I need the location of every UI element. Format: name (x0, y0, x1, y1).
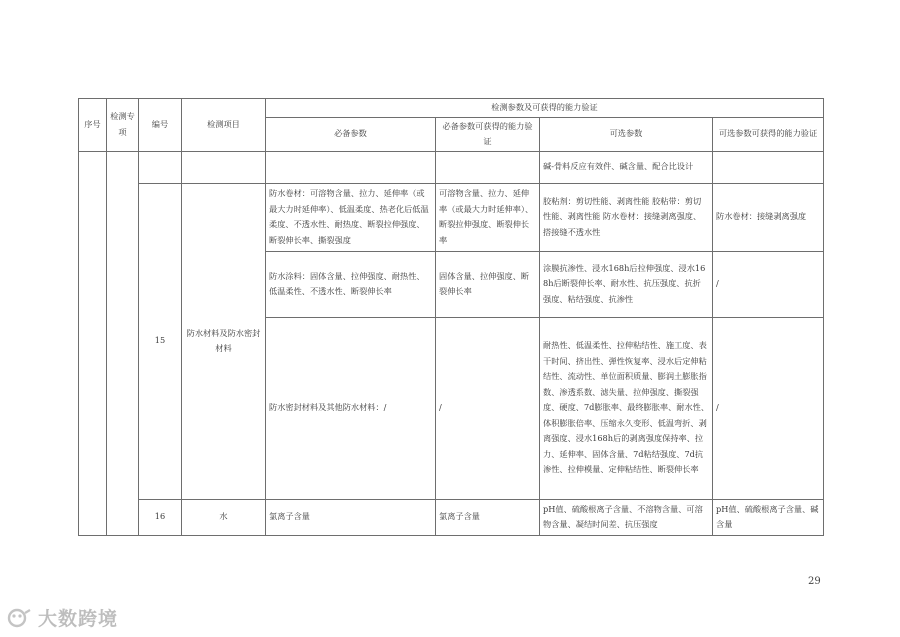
membrane-optional: 胶粘剂：剪切性能、剥离性能 胶粘带：剪切性能、剥离性能 防水卷材：接缝剥离强度、搭接缝不透水性 (540, 183, 713, 251)
membrane-required-pt: 可溶物含量、拉力、延伸率（或最大力时延伸率）、断裂拉伸强度、断裂伸长率 (436, 183, 540, 251)
sealant-optional: 耐热性、低温柔性、拉伸粘结性、施工度、表干时间、挤出性、弹性恢复率、浸水后定伸粘结性、流动性、单位面积质量、膨润土膨胀指数、渗透系数、滤失量、拉伸强度、撕裂强度、硬度、7d膨胀率、最终膨胀率、耐水性、体积膨胀倍率、压缩永久变形、低温弯折、剥离强度、浸水168h后的剥离强度保持率、拉力、延伸率、固体含量、7d粘结强度、7d抗渗性、拉伸模量、定伸粘结性、断裂伸长率 (540, 317, 713, 499)
membrane-optional-pt: 防水卷材：接缝剥离强度 (713, 183, 824, 251)
coating-optional: 涂膜抗渗性、浸水168h后拉伸强度、浸水168h后断裂伸长率、耐水性、抗压强度、抗折强度、粘结强度、抗渗性 (540, 251, 713, 317)
membrane-required: 防水卷材：可溶物含量、拉力、延伸率（或最大力时延伸率）、低温柔度、热老化后低温柔度、不透水性、耐热度、断裂拉伸强度、断裂伸长率、撕裂强度 (266, 183, 436, 251)
watermark-text: 大数跨境 (38, 608, 119, 630)
group-16-number: 16 (139, 499, 182, 535)
watermark-logo-icon (6, 607, 32, 629)
document-table (78, 98, 824, 536)
header-category: 检测专项 (107, 99, 139, 152)
coating-optional-pt: / (713, 251, 824, 317)
header-item: 检测项目 (182, 99, 266, 152)
water-required: 氯离子含量 (266, 499, 436, 535)
sealant-optional-pt: / (713, 317, 824, 499)
continuation-item (182, 151, 266, 183)
water-required-pt: 氯离子含量 (436, 499, 540, 535)
water-optional-pt: pH值、硫酸根离子含量、碱含量 (713, 499, 824, 535)
header-seq: 序号 (79, 99, 107, 152)
header-required-pt: 必备参数可获得的能力验证 (436, 117, 540, 151)
header-group: 检测参数及可获得的能力验证 (266, 99, 824, 118)
header-required: 必备参数 (266, 117, 436, 151)
coating-required-pt: 固体含量、拉伸强度、断裂伸长率 (436, 251, 540, 317)
category-cell (107, 151, 139, 535)
continuation-required (266, 151, 436, 183)
sealant-required: 防水密封材料及其他防水材料：/ (266, 317, 436, 499)
continuation-required-pt (436, 151, 540, 183)
header-number: 编号 (139, 99, 182, 152)
continuation-optional-pt (713, 151, 824, 183)
group-15-item: 防水材料及防水密封材料 (182, 183, 266, 499)
continuation-optional: 碱-骨料反应有效件、碱含量、配合比设计 (540, 151, 713, 183)
sealant-required-pt: / (436, 317, 540, 499)
group-15-number: 15 (139, 183, 182, 499)
group-16-item: 水 (182, 499, 266, 535)
page-number: 29 (808, 576, 821, 587)
header-optional: 可选参数 (540, 117, 713, 151)
water-optional: pH值、硫酸根离子含量、不溶物含量、可溶物含量、凝结时间差、抗压强度 (540, 499, 713, 535)
header-optional-pt: 可选参数可获得的能力验证 (713, 117, 824, 151)
watermark (6, 604, 118, 631)
continuation-number (139, 151, 182, 183)
seq-cell (79, 151, 107, 535)
coating-required: 防水涂料：固体含量、拉伸强度、耐热性、低温柔性、不透水性、断裂伸长率 (266, 251, 436, 317)
